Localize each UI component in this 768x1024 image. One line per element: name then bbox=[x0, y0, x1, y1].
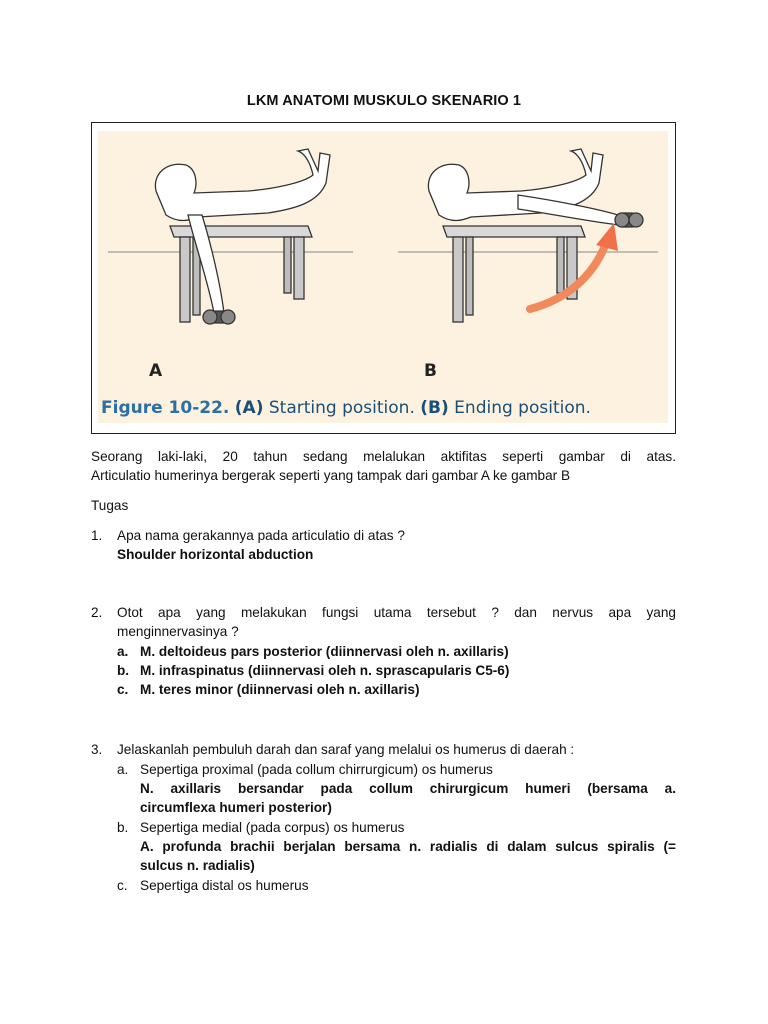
q3-item-c-mark: c. bbox=[117, 878, 128, 893]
figure-caption-label: Figure 10-22. bbox=[101, 398, 230, 418]
panel-label-a: A bbox=[149, 361, 163, 381]
q2-number: 2. bbox=[91, 605, 103, 620]
q1-number: 1. bbox=[91, 528, 103, 543]
figure-panel-b bbox=[398, 149, 658, 322]
figure-caption bbox=[101, 398, 591, 418]
figure-panel-a bbox=[108, 149, 353, 324]
q3-item-a-answer-line-2: circumflexa humeri posterior) bbox=[140, 800, 332, 815]
intro-line-2: Articulatio humerinya bergerak seperti yang tampak dari gambar A ke gambar B bbox=[91, 468, 571, 483]
q3-item-a-answer-line-1: N. axillaris bersandar pada collum chirurgicum humeri (bersama a. bbox=[140, 781, 676, 796]
q2-question-line-1: Otot apa yang melakukan fungsi utama tersebut ? dan nervus apa yang bbox=[117, 605, 676, 620]
q1-question: Apa nama gerakannya pada articulatio di atas ? bbox=[117, 528, 405, 543]
q3-item-b-mark: b. bbox=[117, 820, 129, 835]
q3-item-b-answer-line-2: sulcus n. radialis) bbox=[140, 858, 255, 873]
figure-caption-b: (B) bbox=[420, 398, 449, 418]
figure-frame bbox=[91, 122, 676, 434]
figure-caption-b-text: Ending position. bbox=[454, 398, 591, 418]
tugas-heading: Tugas bbox=[91, 498, 129, 513]
q3-question: Jelaskanlah pembuluh darah dan saraf yang melalui os humerus di daerah : bbox=[117, 742, 575, 757]
q1-answer: Shoulder horizontal abduction bbox=[117, 547, 314, 562]
q3-item-a: Sepertiga proximal (pada collum chirrurgicum) os humerus bbox=[140, 762, 493, 777]
q2-answer-b: M. infraspinatus (diinnervasi oleh n. sprascapularis C5-6) bbox=[140, 663, 510, 678]
page-title: LKM ANATOMI MUSKULO SKENARIO 1 bbox=[246, 93, 522, 109]
figure-caption-a-text: Starting position. bbox=[268, 398, 415, 418]
q2-question-line-2: menginnervasinya ? bbox=[117, 624, 239, 639]
q3-number: 3. bbox=[91, 742, 103, 757]
q3-item-c: Sepertiga distal os humerus bbox=[140, 878, 309, 893]
q2-answer-c: M. teres minor (diinnervasi oleh n. axillaris) bbox=[140, 682, 420, 697]
q2-answer-a-mark: a. bbox=[117, 644, 129, 659]
q3-item-a-mark: a. bbox=[117, 762, 129, 777]
figure-caption-a: (A) bbox=[234, 398, 264, 418]
intro-line-1: Seorang laki-laki, 20 tahun sedang melalukan aktifitas seperti gambar di atas. bbox=[91, 449, 676, 464]
q3-item-b-answer-line-1: A. profunda brachii berjalan bersama n. radialis di dalam sulcus spiralis (= bbox=[140, 839, 676, 854]
q2-answer-b-mark: b. bbox=[117, 663, 130, 678]
q2-answer-a: M. deltoideus pars posterior (diinnervasi oleh n. axillaris) bbox=[140, 644, 509, 659]
q2-answer-c-mark: c. bbox=[117, 682, 129, 697]
q3-item-b: Sepertiga medial (pada corpus) os humerus bbox=[140, 820, 405, 835]
panel-label-b: B bbox=[424, 361, 437, 381]
figure-illustration bbox=[98, 131, 670, 427]
